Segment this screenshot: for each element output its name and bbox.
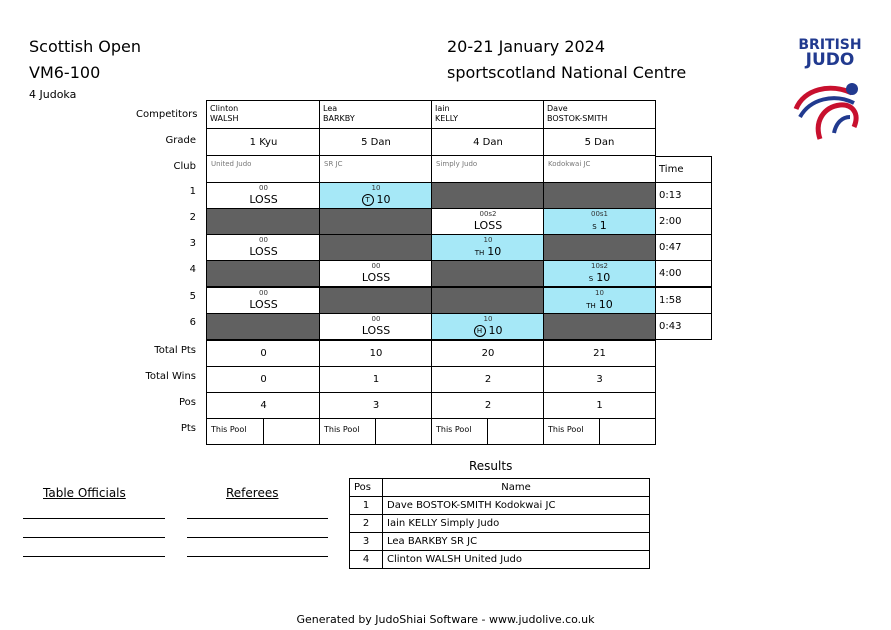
- score-mark: TH: [474, 249, 485, 257]
- score-mark: S: [588, 275, 594, 283]
- result-text: 10: [598, 298, 613, 311]
- result-pos: 1: [350, 497, 383, 515]
- competitor-club: [543, 155, 656, 183]
- table-row: [350, 533, 650, 551]
- match-score: 10: [483, 315, 493, 323]
- match-cell: [319, 313, 433, 340]
- result-text: 10: [487, 245, 502, 258]
- footer: Generated by JudoShiai Software - www.judolive.co.uk: [296, 613, 595, 626]
- match-cell: [431, 234, 545, 261]
- match-cell: [543, 182, 656, 209]
- match-score: 00s1: [590, 210, 608, 218]
- result-pos: 2: [350, 515, 383, 533]
- match-cell: [206, 287, 321, 314]
- official-line: [23, 518, 165, 519]
- match-cell: [319, 287, 433, 314]
- total-points-value: 21: [593, 348, 606, 359]
- match-result: [207, 193, 320, 206]
- pool-label: This Pool: [211, 425, 247, 434]
- total-wins-value: 3: [596, 374, 603, 385]
- result-pos: 3: [350, 533, 383, 551]
- label-match-2: 2: [189, 212, 196, 223]
- judoka-count: 4 Judoka: [29, 88, 77, 101]
- official-line: [23, 537, 165, 538]
- label-pts: Pts: [180, 423, 196, 434]
- position-value: 4: [260, 400, 267, 411]
- results-title: Results: [469, 459, 513, 473]
- pool-label: This Pool: [436, 425, 472, 434]
- total-points: [431, 340, 545, 367]
- competitor-grade: [543, 128, 656, 156]
- pool-points: [319, 418, 376, 445]
- competitor-last-name: WALSH: [210, 114, 239, 123]
- result-text: LOSS: [249, 193, 278, 206]
- competitor-grade: [319, 128, 433, 156]
- total-points: [543, 340, 656, 367]
- match-cell: [543, 287, 656, 314]
- competitor-name: [431, 100, 545, 129]
- match-score: 00: [371, 315, 381, 323]
- referees-heading: Referees: [226, 486, 279, 500]
- pool-points: [206, 418, 264, 445]
- category: VM6-100: [29, 63, 101, 82]
- result-pos: 4: [350, 551, 383, 569]
- grade-value: 5 Dan: [361, 136, 391, 148]
- total-wins: [431, 366, 545, 393]
- competitor-last-name: KELLY: [435, 114, 459, 123]
- label-grade: Grade: [165, 135, 196, 146]
- pool-label: This Pool: [324, 425, 360, 434]
- time-header: Time: [655, 156, 712, 183]
- pool-points-value: [487, 418, 545, 445]
- results-col-pos: Pos: [350, 479, 383, 497]
- label-total-pts: Total Pts: [154, 345, 196, 356]
- match-result: [320, 193, 432, 206]
- match-cell: [431, 287, 545, 314]
- total-points-value: 0: [260, 348, 267, 359]
- match-score: 10: [371, 184, 381, 192]
- competitor-first-name: Dave: [547, 104, 568, 113]
- match-cell: [543, 260, 656, 287]
- match-score: 00: [371, 262, 381, 270]
- results-table: [349, 478, 650, 569]
- pool-points-value: [375, 418, 433, 445]
- logo-line1: BRITISH: [798, 37, 862, 53]
- competitor-name: [206, 100, 321, 129]
- total-wins: [319, 366, 433, 393]
- match-cell: [431, 313, 545, 340]
- event-dates: 20-21 January 2024: [447, 37, 606, 56]
- total-points-value: 20: [481, 348, 495, 359]
- table-row: [350, 515, 650, 533]
- match-cell: [206, 234, 321, 261]
- result-text: LOSS: [249, 298, 278, 311]
- total-points-value: 10: [369, 348, 383, 359]
- official-line: [23, 556, 165, 557]
- total-wins-value: 0: [260, 374, 267, 385]
- match-cell: [431, 208, 545, 235]
- position: [206, 392, 321, 419]
- event-name: Scottish Open: [29, 37, 142, 56]
- match-result: [544, 298, 655, 311]
- match-result: [432, 219, 544, 232]
- total-wins: [206, 366, 321, 393]
- match-score: 10: [595, 289, 604, 297]
- total-wins: [543, 366, 656, 393]
- match-cell: [206, 182, 321, 209]
- club-value: Simply Judo: [436, 160, 478, 168]
- match-cell: [431, 260, 545, 287]
- match-time: 2:00: [655, 208, 712, 235]
- venue: sportscotland National Centre: [447, 63, 687, 82]
- match-time: 0:43: [655, 313, 712, 340]
- total-points: [206, 340, 321, 367]
- match-cell: [319, 182, 433, 209]
- label-match-6: 6: [189, 317, 196, 328]
- match-time: 1:58: [655, 287, 712, 314]
- match-cell: [206, 208, 321, 235]
- match-score: 10: [483, 236, 493, 244]
- match-score: 00: [259, 184, 268, 192]
- match-cell: [206, 260, 321, 287]
- club-value: Kodokwai JC: [548, 160, 591, 168]
- british-judo-logo: [790, 38, 870, 148]
- competitor-grade: [206, 128, 321, 156]
- position-value: 3: [372, 400, 380, 411]
- position-value: 2: [484, 400, 492, 411]
- match-cell: [543, 208, 656, 235]
- match-result: [320, 324, 432, 337]
- results-header-row: [350, 479, 650, 497]
- match-score: 00: [259, 236, 268, 244]
- label-pos: Pos: [178, 397, 196, 408]
- result-name: Dave BOSTOK-SMITH Kodokwai JC: [383, 497, 650, 515]
- match-time: 0:47: [655, 234, 712, 261]
- match-result: [432, 324, 544, 337]
- competitor-club: [206, 155, 321, 183]
- match-cell: [319, 208, 433, 235]
- match-result: [320, 271, 432, 284]
- match-cell: [319, 260, 433, 287]
- match-time: 4:00: [655, 260, 712, 287]
- pool-label: This Pool: [548, 425, 584, 434]
- label-club: Club: [173, 161, 196, 172]
- table-row: [350, 551, 650, 569]
- result-text: LOSS: [361, 324, 391, 337]
- pool-grid: [206, 100, 655, 444]
- match-cell: [206, 313, 321, 340]
- competitor-last-name: BARKBY: [323, 114, 355, 123]
- pool-points: [431, 418, 488, 445]
- label-total-wins: Total Wins: [145, 371, 196, 382]
- result-name: Clinton WALSH United Judo: [383, 551, 650, 569]
- result-text: LOSS: [361, 271, 391, 284]
- club-value: SR JC: [324, 160, 343, 168]
- label-match-3: 3: [189, 238, 196, 249]
- grade-value: 5 Dan: [584, 136, 615, 148]
- match-cell: [431, 182, 545, 209]
- result-text: 1: [599, 219, 607, 232]
- score-mark: S: [592, 223, 597, 231]
- total-points: [319, 340, 433, 367]
- match-score: 00: [259, 289, 268, 297]
- result-text: 10: [596, 271, 611, 284]
- match-score: 00s2: [479, 210, 497, 218]
- judo-figure-icon: [790, 69, 870, 144]
- competitor-first-name: Iain: [435, 104, 450, 113]
- table-row: [350, 497, 650, 515]
- club-value: United Judo: [211, 160, 252, 168]
- competitor-last-name: BOSTOK-SMITH: [547, 114, 608, 123]
- position: [431, 392, 545, 419]
- table-officials-heading: Table Officials: [43, 486, 126, 500]
- match-cell: [543, 313, 656, 340]
- total-wins-value: 2: [484, 374, 492, 385]
- match-result: [544, 219, 655, 232]
- total-wins-value: 1: [372, 374, 380, 385]
- competitor-grade: [431, 128, 545, 156]
- score-mark: TH: [586, 302, 596, 310]
- result-text: LOSS: [249, 245, 278, 258]
- results-col-name: Name: [383, 479, 650, 497]
- score-mark-circled: H: [474, 325, 486, 337]
- pool-points-value: [263, 418, 321, 445]
- competitor-club: [431, 155, 545, 183]
- result-text: 10: [488, 324, 503, 337]
- position: [543, 392, 656, 419]
- pool-points: [543, 418, 600, 445]
- match-time: 0:13: [655, 182, 712, 209]
- position: [319, 392, 433, 419]
- grade-value: 4 Dan: [473, 136, 503, 148]
- competitor-name: [319, 100, 433, 129]
- match-cell: [543, 234, 656, 261]
- match-score: 10s2: [590, 262, 608, 270]
- logo-line2: JUDO: [805, 50, 855, 70]
- match-result: [544, 271, 655, 284]
- position-value: 1: [596, 400, 603, 411]
- competitor-first-name: Clinton: [210, 104, 239, 113]
- match-result: [207, 298, 320, 311]
- label-match-1: 1: [189, 186, 196, 197]
- referee-line: [187, 518, 328, 519]
- label-match-4: 4: [189, 264, 196, 275]
- result-text: 10: [376, 193, 391, 206]
- match-result: [207, 245, 320, 258]
- result-name: Lea BARKBY SR JC: [383, 533, 650, 551]
- match-cell: [319, 234, 433, 261]
- pool-points-value: [599, 418, 656, 445]
- result-text: LOSS: [473, 219, 503, 232]
- match-result: [432, 245, 544, 258]
- competitor-club: [319, 155, 433, 183]
- competitor-first-name: Lea: [323, 104, 338, 113]
- referee-line: [187, 537, 328, 538]
- grade-value: 1 Kyu: [249, 136, 278, 148]
- score-mark-circled: T: [362, 194, 374, 206]
- label-match-5: 5: [189, 291, 196, 302]
- competitor-name: [543, 100, 656, 129]
- label-competitors: Competitors: [136, 109, 198, 120]
- result-name: Iain KELLY Simply Judo: [383, 515, 650, 533]
- referee-line: [187, 556, 328, 557]
